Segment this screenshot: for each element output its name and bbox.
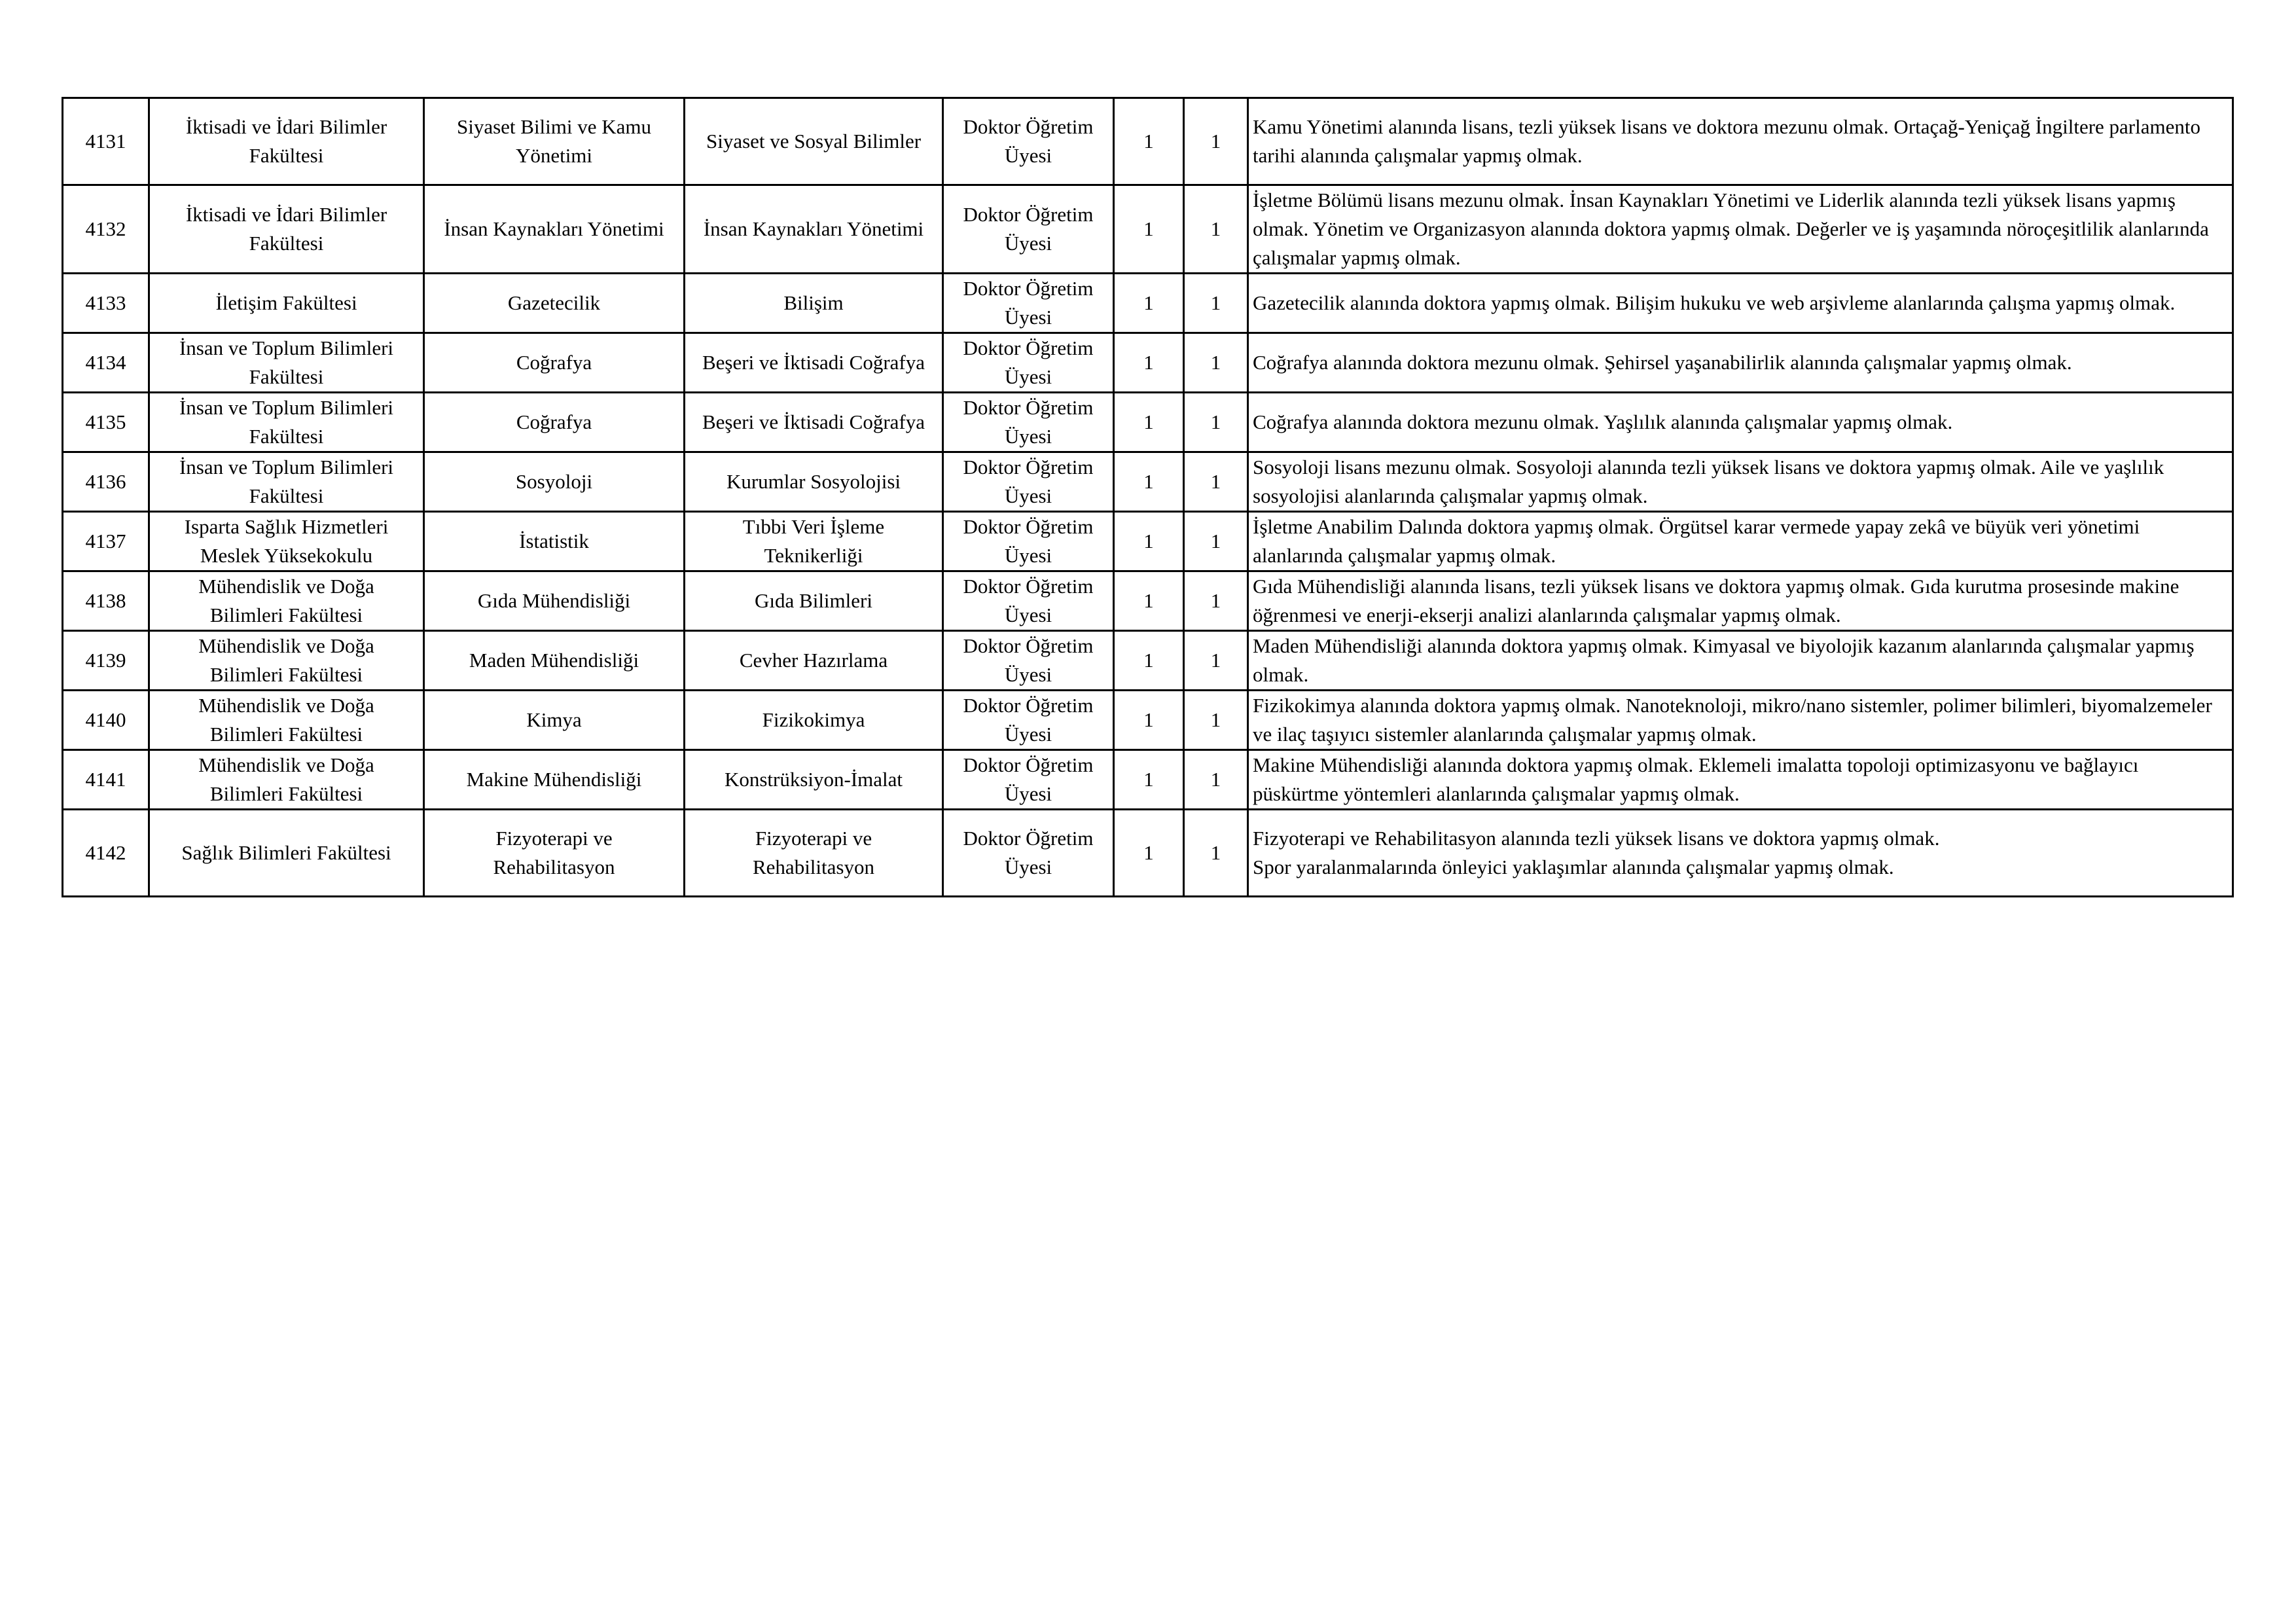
table-row [63,810,2233,897]
faculty-name: İktisadi ve İdari Bilimler Fakültesi [149,98,424,185]
table-row [63,452,2233,512]
faculty-name: İnsan ve Toplum Bilimleri Fakültesi [149,393,424,452]
department-name: Fizyoterapi ve Rehabilitasyon [424,810,685,897]
academic-title: Doktor Öğretim Üyesi [943,98,1114,185]
quota-count: 1 [1184,512,1248,571]
department-name: İstatistik [424,512,685,571]
position-number: 4141 [63,750,149,810]
division-name: Siyaset ve Sosyal Bilimler [685,98,943,185]
academic-title: Doktor Öğretim Üyesi [943,512,1114,571]
level-value: 1 [1114,512,1184,571]
requirements-text: İşletme Bölümü lisans mezunu olmak. İnsan Kaynakları Yönetimi ve Liderlik alanında tezli yüksek lisans yapmış olmak. Yönetim ve Organizasyon alanında doktora yapmış olmak. Değerler ve iş yaşamında nöroçeşitlilik alanlarında çalışmalar yapmış olmak. [1248,185,2233,274]
requirements-text: Kamu Yönetimi alanında lisans, tezli yüksek lisans ve doktora mezunu olmak. Ortaçağ-Yeniçağ İngiltere parlamento tarihi alanında çalışmalar yapmış olmak. [1248,98,2233,185]
level-value: 1 [1114,185,1184,274]
table-row [63,185,2233,274]
positions-table-body [63,98,2233,897]
faculty-name: Mühendislik ve Doğa Bilimleri Fakültesi [149,750,424,810]
division-name: Kurumlar Sosyolojisi [685,452,943,512]
position-number: 4134 [63,333,149,393]
quota-count: 1 [1184,98,1248,185]
quota-count: 1 [1184,691,1248,750]
academic-title: Doktor Öğretim Üyesi [943,393,1114,452]
quota-count: 1 [1184,631,1248,691]
level-value: 1 [1114,810,1184,897]
level-value: 1 [1114,691,1184,750]
requirements-text: Makine Mühendisliği alanında doktora yapmış olmak. Eklemeli imalatta topoloji optimizasyonu ve bağlayıcı püskürtme yöntemleri alanlarında çalışmalar yapmış olmak. [1248,750,2233,810]
academic-title: Doktor Öğretim Üyesi [943,810,1114,897]
level-value: 1 [1114,750,1184,810]
department-name: Coğrafya [424,333,685,393]
academic-title: Doktor Öğretim Üyesi [943,571,1114,631]
quota-count: 1 [1184,185,1248,274]
level-value: 1 [1114,333,1184,393]
level-value: 1 [1114,571,1184,631]
department-name: Coğrafya [424,393,685,452]
academic-title: Doktor Öğretim Üyesi [943,750,1114,810]
position-number: 4133 [63,274,149,333]
faculty-name: Isparta Sağlık Hizmetleri Meslek Yüksekokulu [149,512,424,571]
requirements-text: Maden Mühendisliği alanında doktora yapmış olmak. Kimyasal ve biyolojik kazanım alanlarında çalışmalar yapmış olmak. [1248,631,2233,691]
academic-title: Doktor Öğretim Üyesi [943,274,1114,333]
requirements-text: Coğrafya alanında doktora mezunu olmak. Şehirsel yaşanabilirlik alanında çalışmalar yapmış olmak. [1248,333,2233,393]
division-name: Tıbbi Veri İşleme Teknikerliği [685,512,943,571]
requirements-text: İşletme Anabilim Dalında doktora yapmış olmak. Örgütsel karar vermede yapay zekâ ve büyük veri yönetimi alanlarında çalışmalar yapmış olmak. [1248,512,2233,571]
quota-count: 1 [1184,571,1248,631]
department-name: Sosyoloji [424,452,685,512]
position-number: 4137 [63,512,149,571]
division-name: Beşeri ve İktisadi Coğrafya [685,333,943,393]
faculty-name: İnsan ve Toplum Bilimleri Fakültesi [149,333,424,393]
table-row [63,512,2233,571]
positions-table [62,97,2234,897]
table-row [63,393,2233,452]
quota-count: 1 [1184,452,1248,512]
position-number: 4142 [63,810,149,897]
position-number: 4140 [63,691,149,750]
requirements-text: Gazetecilik alanında doktora yapmış olmak. Bilişim hukuku ve web arşivleme alanlarında çalışma yapmış olmak. [1248,274,2233,333]
quota-count: 1 [1184,393,1248,452]
department-name: Gıda Mühendisliği [424,571,685,631]
level-value: 1 [1114,274,1184,333]
division-name: İnsan Kaynakları Yönetimi [685,185,943,274]
quota-count: 1 [1184,274,1248,333]
table-row [63,333,2233,393]
department-name: Maden Mühendisliği [424,631,685,691]
division-name: Bilişim [685,274,943,333]
requirements-text: Fizikokimya alanında doktora yapmış olmak. Nanoteknoloji, mikro/nano sistemler, polimer bilimleri, biyomalzemeler ve ilaç taşıyıcı sistemler alanlarında çalışmalar yapmış olmak. [1248,691,2233,750]
quota-count: 1 [1184,810,1248,897]
position-number: 4132 [63,185,149,274]
division-name: Beşeri ve İktisadi Coğrafya [685,393,943,452]
requirements-text: Fizyoterapi ve Rehabilitasyon alanında tezli yüksek lisans ve doktora yapmış olmak. Spor yaralanmalarında önleyici yaklaşımlar alanında çalışmalar yapmış olmak. [1248,810,2233,897]
division-name: Gıda Bilimleri [685,571,943,631]
quota-count: 1 [1184,333,1248,393]
department-name: İnsan Kaynakları Yönetimi [424,185,685,274]
faculty-name: İletişim Fakültesi [149,274,424,333]
academic-title: Doktor Öğretim Üyesi [943,631,1114,691]
division-name: Fizikokimya [685,691,943,750]
academic-title: Doktor Öğretim Üyesi [943,333,1114,393]
table-row [63,691,2233,750]
table-row [63,98,2233,185]
division-name: Konstrüksiyon-İmalat [685,750,943,810]
faculty-name: Mühendislik ve Doğa Bilimleri Fakültesi [149,691,424,750]
position-number: 4138 [63,571,149,631]
faculty-name: Sağlık Bilimleri Fakültesi [149,810,424,897]
requirements-text: Coğrafya alanında doktora mezunu olmak. Yaşlılık alanında çalışmalar yapmış olmak. [1248,393,2233,452]
position-number: 4131 [63,98,149,185]
department-name: Siyaset Bilimi ve Kamu Yönetimi [424,98,685,185]
division-name: Cevher Hazırlama [685,631,943,691]
division-name: Fizyoterapi ve Rehabilitasyon [685,810,943,897]
level-value: 1 [1114,452,1184,512]
quota-count: 1 [1184,750,1248,810]
academic-title: Doktor Öğretim Üyesi [943,691,1114,750]
faculty-name: Mühendislik ve Doğa Bilimleri Fakültesi [149,571,424,631]
position-number: 4135 [63,393,149,452]
requirements-text: Sosyoloji lisans mezunu olmak. Sosyoloji alanında tezli yüksek lisans ve doktora yapmış olmak. Aile ve yaşlılık sosyolojisi alanlarında çalışmalar yapmış olmak. [1248,452,2233,512]
department-name: Gazetecilik [424,274,685,333]
requirements-text: Gıda Mühendisliği alanında lisans, tezli yüksek lisans ve doktora yapmış olmak. Gıda kurutma prosesinde makine öğrenmesi ve enerji-ekserji analizi alanlarında çalışmalar yapmış olmak. [1248,571,2233,631]
position-number: 4136 [63,452,149,512]
position-number: 4139 [63,631,149,691]
academic-title: Doktor Öğretim Üyesi [943,452,1114,512]
positions-sheet [62,97,2232,897]
table-row [63,750,2233,810]
level-value: 1 [1114,393,1184,452]
faculty-name: İnsan ve Toplum Bilimleri Fakültesi [149,452,424,512]
department-name: Makine Mühendisliği [424,750,685,810]
level-value: 1 [1114,631,1184,691]
table-row [63,571,2233,631]
faculty-name: İktisadi ve İdari Bilimler Fakültesi [149,185,424,274]
table-row [63,631,2233,691]
academic-title: Doktor Öğretim Üyesi [943,185,1114,274]
department-name: Kimya [424,691,685,750]
level-value: 1 [1114,98,1184,185]
faculty-name: Mühendislik ve Doğa Bilimleri Fakültesi [149,631,424,691]
table-row [63,274,2233,333]
